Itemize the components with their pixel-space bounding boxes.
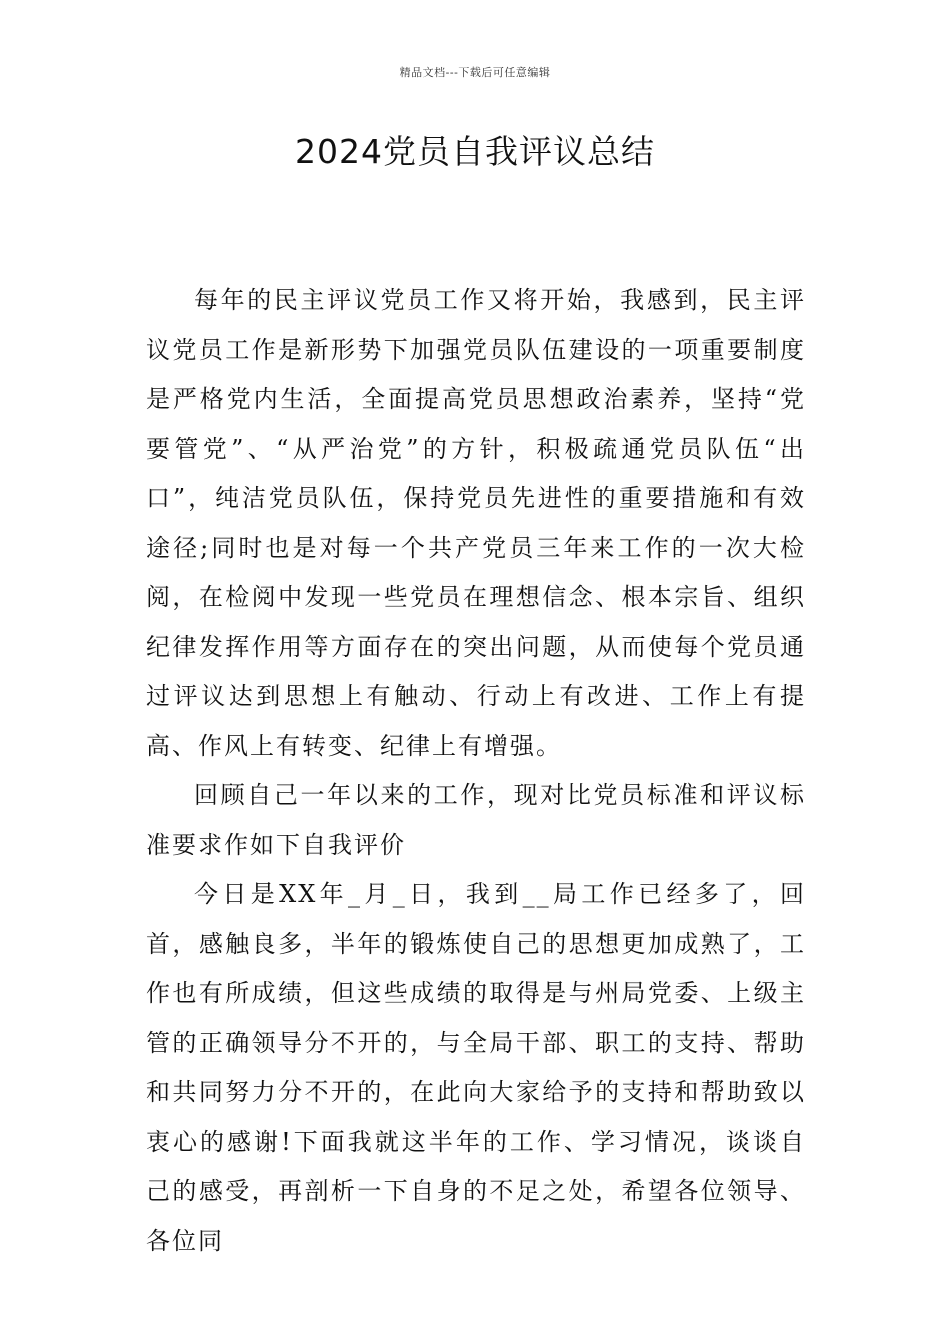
paragraph-review: 回顾自己一年以来的工作，现对比党员标准和评议标准要求作如下自我评价 [146,781,806,859]
page-header-note: 精品文档---下载后可任意编辑 [399,66,551,79]
paragraph-today: 今日是XX年_月_日，我到__局工作已经多了，回首，感触良多，半年的锻炼使自己的思想更加成熟了，工作也有所成绩，但这些成绩的取得是与州局党委、上级主管的正确领导分不开的，与全局干部、职工的支持、帮助和共同努力分不开的，在此向大家给予的支持和帮助致以衷心的感谢!下面我就这半年的工作、学习情况，谈谈自己的感受，再剖析一下自身的不足之处，希望各位领导、各位同 [146,880,806,1255]
paragraph-intro: 每年的民主评议党员工作又将开始，我感到，民主评议党员工作是新形势下加强党员队伍建设的一项重要制度是严格党内生活，全面提高党员思想政治素养，坚持“党要管党”、“从严治党”的方针，积极疏通党员队伍“出口”，纯洁党员队伍，保持党员先进性的重要措施和有效途径;同时也是对每一个共产党员三年来工作的一次大检阅，在检阅中发现一些党员在理想信念、根本宗旨、组织纪律发挥作用等方面存在的突出问题，从而使每个党员通过评议达到思想上有触动、行动上有改进、工作上有提高、作风上有转变、纪律上有增强。 [146,286,806,760]
document-title: 2024党员自我评议总结 [295,132,655,171]
document-body [146,276,806,1266]
